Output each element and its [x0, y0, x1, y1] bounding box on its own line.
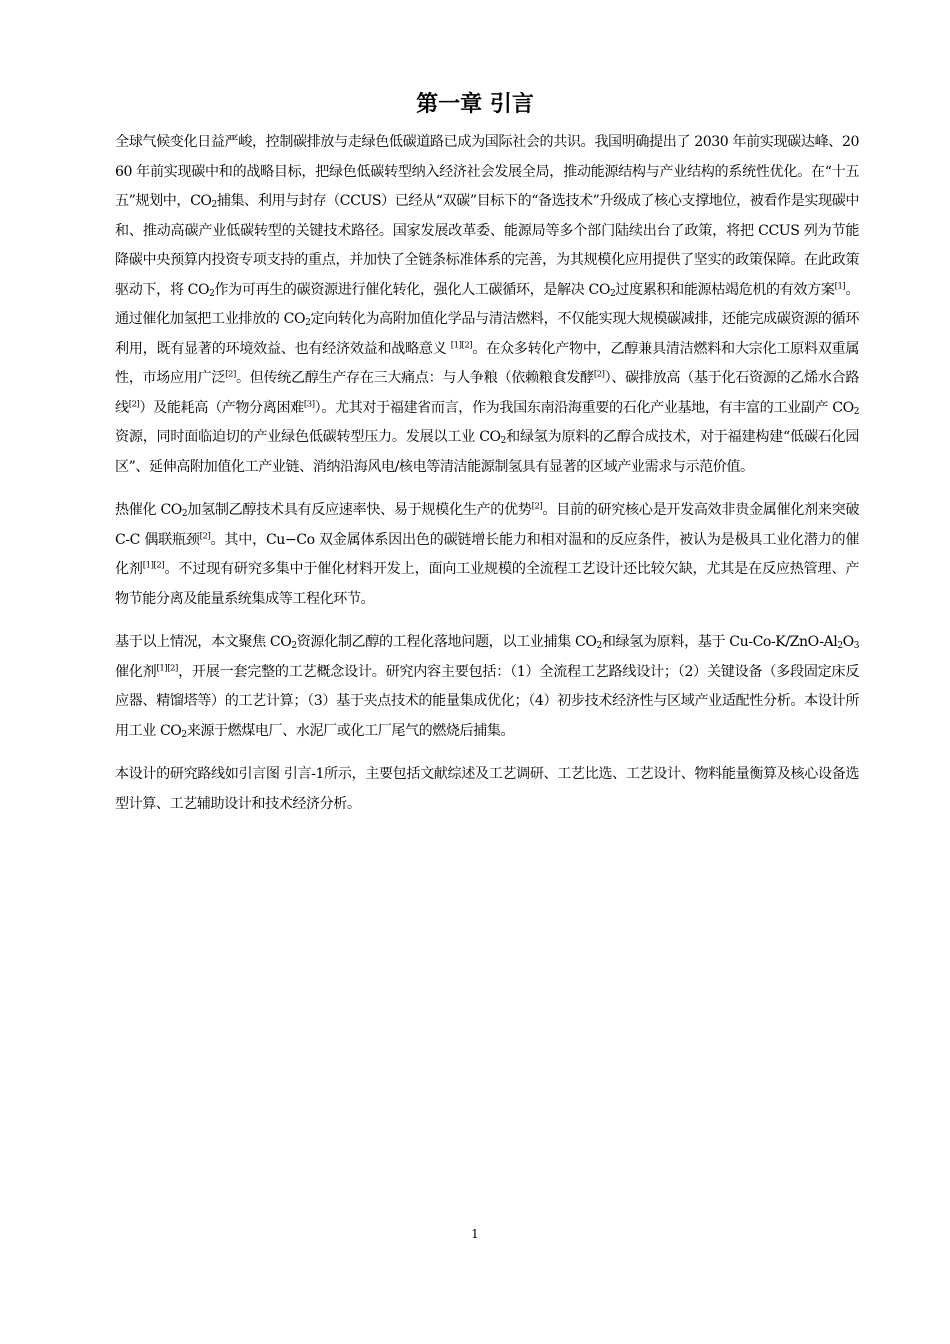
subscript: 2	[500, 436, 506, 446]
citation-marker: [2]	[199, 530, 211, 541]
citation-marker: [2]	[225, 369, 236, 380]
subscript: 2	[305, 318, 311, 328]
text-run: 资源，同时面临迫切的产业绿色低碳转型压力。发展以工业 CO	[115, 429, 501, 445]
text-run: 。目前的研究核心是开发高效非贵金属催化剂来突破 C-C 偶联瓶颈	[115, 502, 859, 548]
citation-marker: [2]	[593, 369, 605, 380]
subscript: 2	[209, 288, 215, 299]
text-run: 基于以上情况，本文聚焦 CO	[115, 634, 292, 650]
text-run: 。但传统乙醇生产存在三大痛点：与人争粮（依赖粮食发酵	[235, 370, 594, 386]
citation-marker: [2]	[531, 501, 543, 512]
subscript: 2	[181, 509, 188, 519]
text-run: ）。尤其对于福建省而言，作为我国东南沿海重要的石化产业基地，有丰富的工业副产 CO	[314, 399, 854, 416]
text-run: 作为可再生的碳资源进行催化转化，强化人工碳循环，是解决 CO	[214, 281, 610, 298]
text-run: 。通过催化加氢把工业排放的 CO	[115, 281, 859, 327]
subscript: 2	[596, 641, 602, 651]
text-run: 过度累积和能源枯竭危机的有效方案	[615, 281, 835, 298]
citation-marker: [3]	[303, 398, 315, 409]
chapter-title: 第一章 引言	[416, 92, 534, 117]
subscript: 2	[853, 406, 859, 417]
text-run: 来源于燃煤电厂、水泥厂或化工厂尾气的燃烧后捕集。	[186, 722, 515, 739]
text-run: O	[842, 634, 854, 650]
subscript: 2	[211, 200, 217, 210]
text-run: 热催化 CO	[115, 502, 182, 518]
text-run: ）及能耗高（产物分离困难	[139, 399, 304, 416]
citation-marker: [1][2]	[450, 339, 473, 350]
text-run: 定向转化为高附加值化学品与清洁燃料，不仅能实现大规模碳减排，还能完成碳资源的循环利用，既有显著的环境效益、也有经济效益和战略意义	[115, 311, 859, 357]
page-number: 1	[471, 1227, 479, 1241]
citation-marker: [1][2]	[156, 662, 178, 673]
subscript: 2	[291, 641, 297, 651]
subscript: 2	[837, 641, 843, 651]
citation-marker: [1][2]	[142, 560, 165, 571]
subscript: 2	[609, 288, 616, 299]
paragraph-1	[115, 128, 859, 482]
paragraph-4	[115, 760, 859, 819]
text-run: 和绿氢为原料的乙醇合成技术，对于福建构建“低碳石化园区”、延伸高附加值化工产业链、消纳沿海风电/核电等清洁能源制氢具有显著的区域产业需求与示范价值。	[115, 429, 859, 475]
text-run: 加氢制乙醇技术具有反应速率快、易于规模化生产的优势	[187, 502, 532, 518]
text-run: 催化剂	[115, 663, 157, 680]
text-run: ，开展一套完整的工艺概念设计。研究内容主要包括：（1）全流程工艺路线设计；（2）关键设备（多段固定床反应器、精馏塔等）的工艺计算；（3）基于夹点技术的能量集成优化；（4）初步技术经济性与区域产业适配性分析。本设计所用工业 CO	[115, 663, 859, 739]
text-run: 。不过现有研究多集中于催化材料开发上，面向工业规模的全流程工艺设计还比较欠缺，尤其是在反应热管理、产物节能分离及能量系统集成等工程化环节。	[115, 561, 859, 607]
subscript: 3	[853, 641, 860, 651]
text-run: 捕集、利用与封存（CCUS）已经从“双碳”目标下的“备选技术”升级成了核心支撑地位，被看作是实现碳中和、推动高碳产业低碳转型的关键技术路径。国家发展改革委、能源局等多个部门陆续出台了政策，将把 CCUS 列为节能降碳中央预算内投资专项支持的重点，并加快了全链条标准体系的完善，为其规模化应用提供了坚实的政策保障。在此政策驱动下，将 CO	[115, 193, 859, 298]
text-run: 。在众多转化产物中，乙醇兼具清洁燃料和大宗化工原料双重属性，市场应用广泛	[115, 340, 859, 386]
text-run: ）、碳排放高（基于化石资源的乙烯水合路线	[115, 370, 859, 416]
text-run: 。其中，Cu−Co 双金属体系因出色的碳链增长能力和相对温和的反应条件，被认为是极具工业化潜力的催化剂	[115, 531, 859, 577]
citation-marker: [2]	[128, 398, 140, 409]
text-run: 和绿氢为原料，基于 Cu-Co-K/ZnO-Al	[601, 634, 838, 650]
body-text	[115, 128, 859, 819]
text-run: 全球气候变化日益严峻，控制碳排放与走绿色低碳道路已成为国际社会的共识。我国明确提出了 2030 年前实现碳达峰、2060 年前实现碳中和的战略目标，把绿色低碳转型纳入经济社会发展全局，推动能源结构与产业结构的系统性优化。在“十五五”规划中，CO	[115, 134, 859, 209]
text-run: 本设计的研究路线如引言图 引言-1所示，主要包括文献综述及工艺调研、工艺比选、工艺设计、物料能量衡算及核心设备选型计算、工艺辅助设计和技术经济分析。	[115, 766, 859, 812]
citation-marker: [1]	[834, 280, 846, 291]
paragraph-2	[115, 496, 859, 614]
subscript: 2	[181, 729, 187, 740]
text-run: 资源化制乙醇的工程化落地问题，以工业捕集 CO	[296, 634, 597, 650]
paragraph-3	[115, 628, 859, 746]
